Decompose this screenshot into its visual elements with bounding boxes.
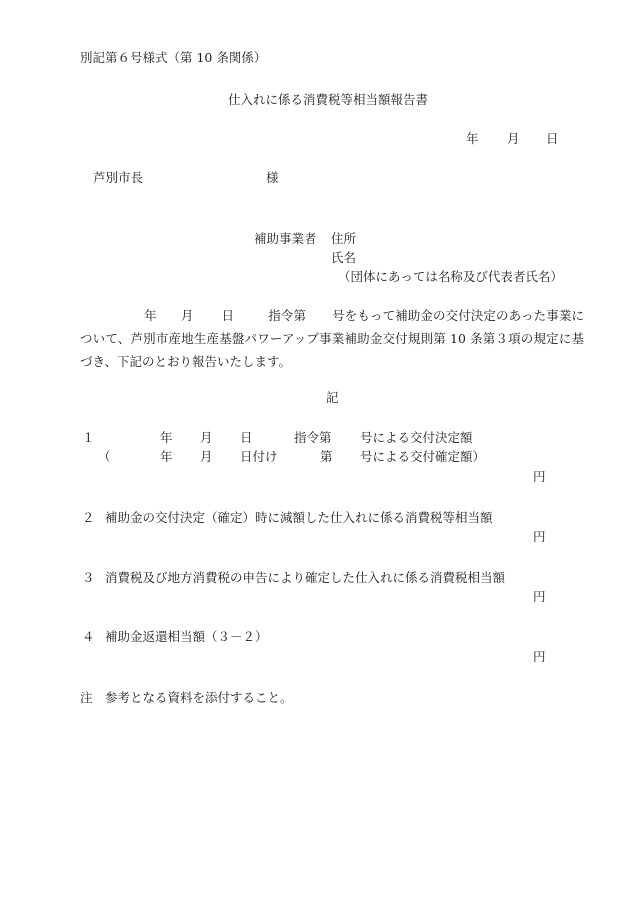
item1-month2: 月 xyxy=(200,449,213,464)
date-day: 日 xyxy=(546,131,559,146)
item3-text: 消費税及び地方消費税の申告により確定した仕入れに係る消費税相当額 xyxy=(105,570,506,585)
note-label: 注 xyxy=(80,690,93,705)
date-year: 年 xyxy=(466,131,479,146)
item4-number: ４ xyxy=(82,629,95,644)
ki-heading: 記 xyxy=(326,390,339,405)
applicant-role: 補助事業者 xyxy=(254,231,317,246)
item2-text: 補助金の交付決定（確定）時に減額した仕入れに係る消費税等相当額 xyxy=(105,510,493,525)
item1-text2: 号による交付確定額） xyxy=(360,449,486,464)
item1-yen: 円 xyxy=(533,469,546,484)
item1-text: 号による交付決定額 xyxy=(360,430,473,445)
form-label: 別記第６号様式（第 10 条関係） xyxy=(80,50,267,65)
intro-month: 月 xyxy=(180,308,194,323)
name-note: （団体にあっては名称及び代表者氏名） xyxy=(338,269,563,284)
address-label: 住所 xyxy=(331,231,357,246)
date-month: 月 xyxy=(507,131,520,146)
item4-text: 補助金返還相当額（３－２） xyxy=(105,629,268,644)
item1-dai: 第 xyxy=(320,449,333,464)
item1-paren-open: （ xyxy=(98,449,111,464)
intro-year: 年 xyxy=(144,308,157,323)
item1-day: 日 xyxy=(240,430,253,445)
intro-text: 号をもって補助金の交付決定のあった事業について、芦別市産地生産基盤パワーアップ事業補助金交付規則第 10 条第３項の規定に基づき、下記のとおり報告いたします。 xyxy=(80,308,584,369)
item2-number: ２ xyxy=(82,510,95,525)
item3-yen: 円 xyxy=(533,589,546,604)
intro-paragraph xyxy=(80,304,584,373)
intro-order-no: 指令第 xyxy=(268,308,307,323)
addressee-name: 芦別市長 xyxy=(93,170,144,185)
item1-dated: 日付け xyxy=(240,449,278,464)
item1-month: 月 xyxy=(200,430,213,445)
note-text: 参考となる資料を添付すること。 xyxy=(105,690,293,705)
item3-number: ３ xyxy=(82,570,95,585)
item1-number: １ xyxy=(82,430,95,445)
item2-yen: 円 xyxy=(533,529,546,544)
document-title: 仕入れに係る消費税等相当額報告書 xyxy=(228,92,429,107)
item1-order: 指令第 xyxy=(294,430,332,445)
addressee-honorific: 様 xyxy=(266,170,279,185)
item1-year: 年 xyxy=(160,430,173,445)
name-label: 氏名 xyxy=(331,250,357,265)
item1-year2: 年 xyxy=(160,449,173,464)
item4-yen: 円 xyxy=(533,649,546,664)
intro-day: 日 xyxy=(221,308,235,323)
